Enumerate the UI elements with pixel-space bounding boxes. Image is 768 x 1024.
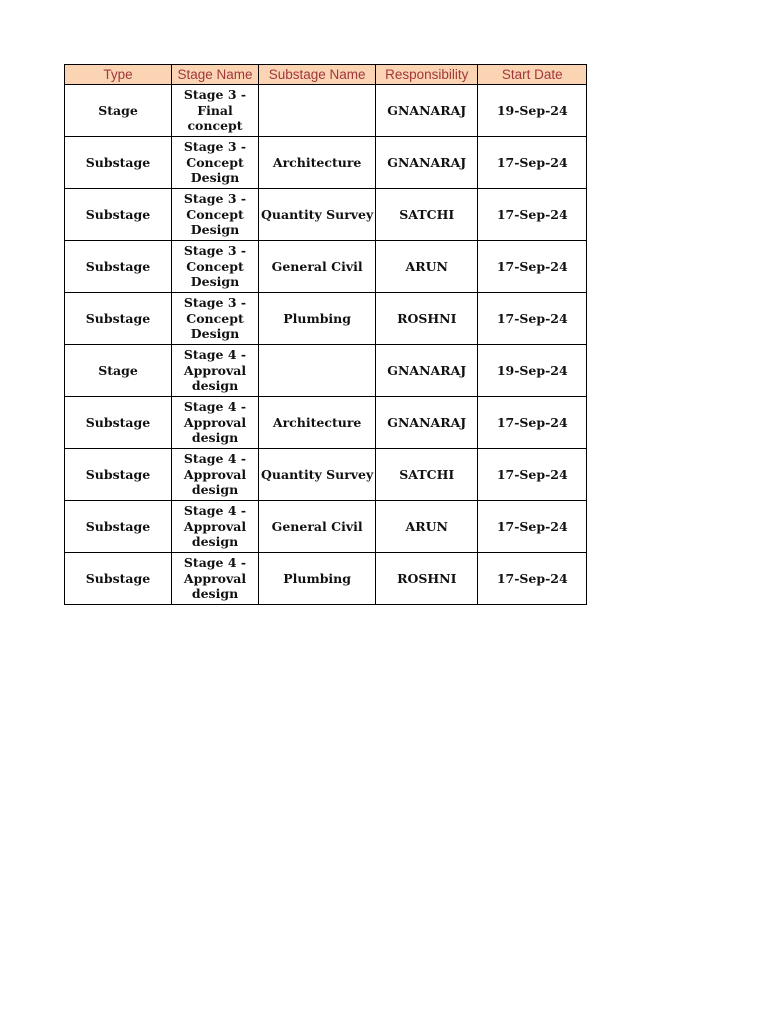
- responsibility-cell[interactable]: ARUN: [376, 241, 478, 293]
- responsibility-cell[interactable]: GNANARAJ: [376, 345, 478, 397]
- start-date-cell[interactable]: 17-Sep-24: [478, 553, 587, 605]
- table-row: [65, 501, 587, 553]
- responsibility-cell[interactable]: GNANARAJ: [376, 137, 478, 189]
- start-date-cell[interactable]: 17-Sep-24: [478, 137, 587, 189]
- substage-name-cell[interactable]: Architecture: [259, 397, 376, 449]
- stage-name-cell[interactable]: Stage 3 - Concept Design: [172, 241, 259, 293]
- start-date-cell[interactable]: 17-Sep-24: [478, 501, 587, 553]
- type-cell[interactable]: Substage: [65, 449, 172, 501]
- responsibility-cell[interactable]: SATCHI: [376, 449, 478, 501]
- spreadsheet-page: [64, 64, 587, 605]
- table-row: [65, 553, 587, 605]
- table-row: [65, 85, 587, 137]
- type-cell[interactable]: Substage: [65, 189, 172, 241]
- substage-name-cell[interactable]: Quantity Survey: [259, 189, 376, 241]
- type-cell[interactable]: Stage: [65, 345, 172, 397]
- substage-name-cell[interactable]: [259, 85, 376, 137]
- substage-name-cell[interactable]: Architecture: [259, 137, 376, 189]
- stage-schedule-table: [64, 64, 587, 605]
- table-row: [65, 241, 587, 293]
- stage-name-cell[interactable]: Stage 3 - Final concept: [172, 85, 259, 137]
- responsibility-cell[interactable]: SATCHI: [376, 189, 478, 241]
- table-body: [65, 85, 587, 605]
- type-cell[interactable]: Substage: [65, 553, 172, 605]
- substage-name-cell[interactable]: Quantity Survey: [259, 449, 376, 501]
- start-date-cell[interactable]: 17-Sep-24: [478, 293, 587, 345]
- substage-name-cell[interactable]: General Civil: [259, 501, 376, 553]
- table-row: [65, 449, 587, 501]
- start-date-cell[interactable]: 17-Sep-24: [478, 189, 587, 241]
- type-cell[interactable]: Substage: [65, 137, 172, 189]
- table-row: [65, 397, 587, 449]
- stage-name-cell[interactable]: Stage 4 - Approval design: [172, 397, 259, 449]
- responsibility-cell[interactable]: ARUN: [376, 501, 478, 553]
- type-cell[interactable]: Substage: [65, 397, 172, 449]
- start-date-cell[interactable]: 17-Sep-24: [478, 241, 587, 293]
- start-date-cell[interactable]: 17-Sep-24: [478, 397, 587, 449]
- substage-name-cell[interactable]: Plumbing: [259, 293, 376, 345]
- table-row: [65, 293, 587, 345]
- stage-name-cell[interactable]: Stage 3 - Concept Design: [172, 293, 259, 345]
- start-date-cell[interactable]: 17-Sep-24: [478, 449, 587, 501]
- responsibility-cell[interactable]: GNANARAJ: [376, 397, 478, 449]
- responsibility-cell[interactable]: ROSHNI: [376, 293, 478, 345]
- substage-name-cell[interactable]: [259, 345, 376, 397]
- stage-name-cell[interactable]: Stage 4 - Approval design: [172, 345, 259, 397]
- header-type[interactable]: Type: [65, 65, 172, 85]
- stage-name-cell[interactable]: Stage 3 - Concept Design: [172, 137, 259, 189]
- substage-name-cell[interactable]: General Civil: [259, 241, 376, 293]
- table-row: [65, 137, 587, 189]
- stage-name-cell[interactable]: Stage 4 - Approval design: [172, 449, 259, 501]
- responsibility-cell[interactable]: ROSHNI: [376, 553, 478, 605]
- header-responsibility[interactable]: Responsibility: [376, 65, 478, 85]
- header-start-date[interactable]: Start Date: [478, 65, 587, 85]
- type-cell[interactable]: Substage: [65, 293, 172, 345]
- responsibility-cell[interactable]: GNANARAJ: [376, 85, 478, 137]
- stage-name-cell[interactable]: Stage 4 - Approval design: [172, 553, 259, 605]
- table-row: [65, 345, 587, 397]
- start-date-cell[interactable]: 19-Sep-24: [478, 345, 587, 397]
- header-substage-name[interactable]: Substage Name: [259, 65, 376, 85]
- header-stage-name[interactable]: Stage Name: [172, 65, 259, 85]
- stage-name-cell[interactable]: Stage 4 - Approval design: [172, 501, 259, 553]
- start-date-cell[interactable]: 19-Sep-24: [478, 85, 587, 137]
- table-row: [65, 189, 587, 241]
- type-cell[interactable]: Substage: [65, 501, 172, 553]
- header-row: [65, 65, 587, 85]
- stage-name-cell[interactable]: Stage 3 - Concept Design: [172, 189, 259, 241]
- type-cell[interactable]: Substage: [65, 241, 172, 293]
- type-cell[interactable]: Stage: [65, 85, 172, 137]
- substage-name-cell[interactable]: Plumbing: [259, 553, 376, 605]
